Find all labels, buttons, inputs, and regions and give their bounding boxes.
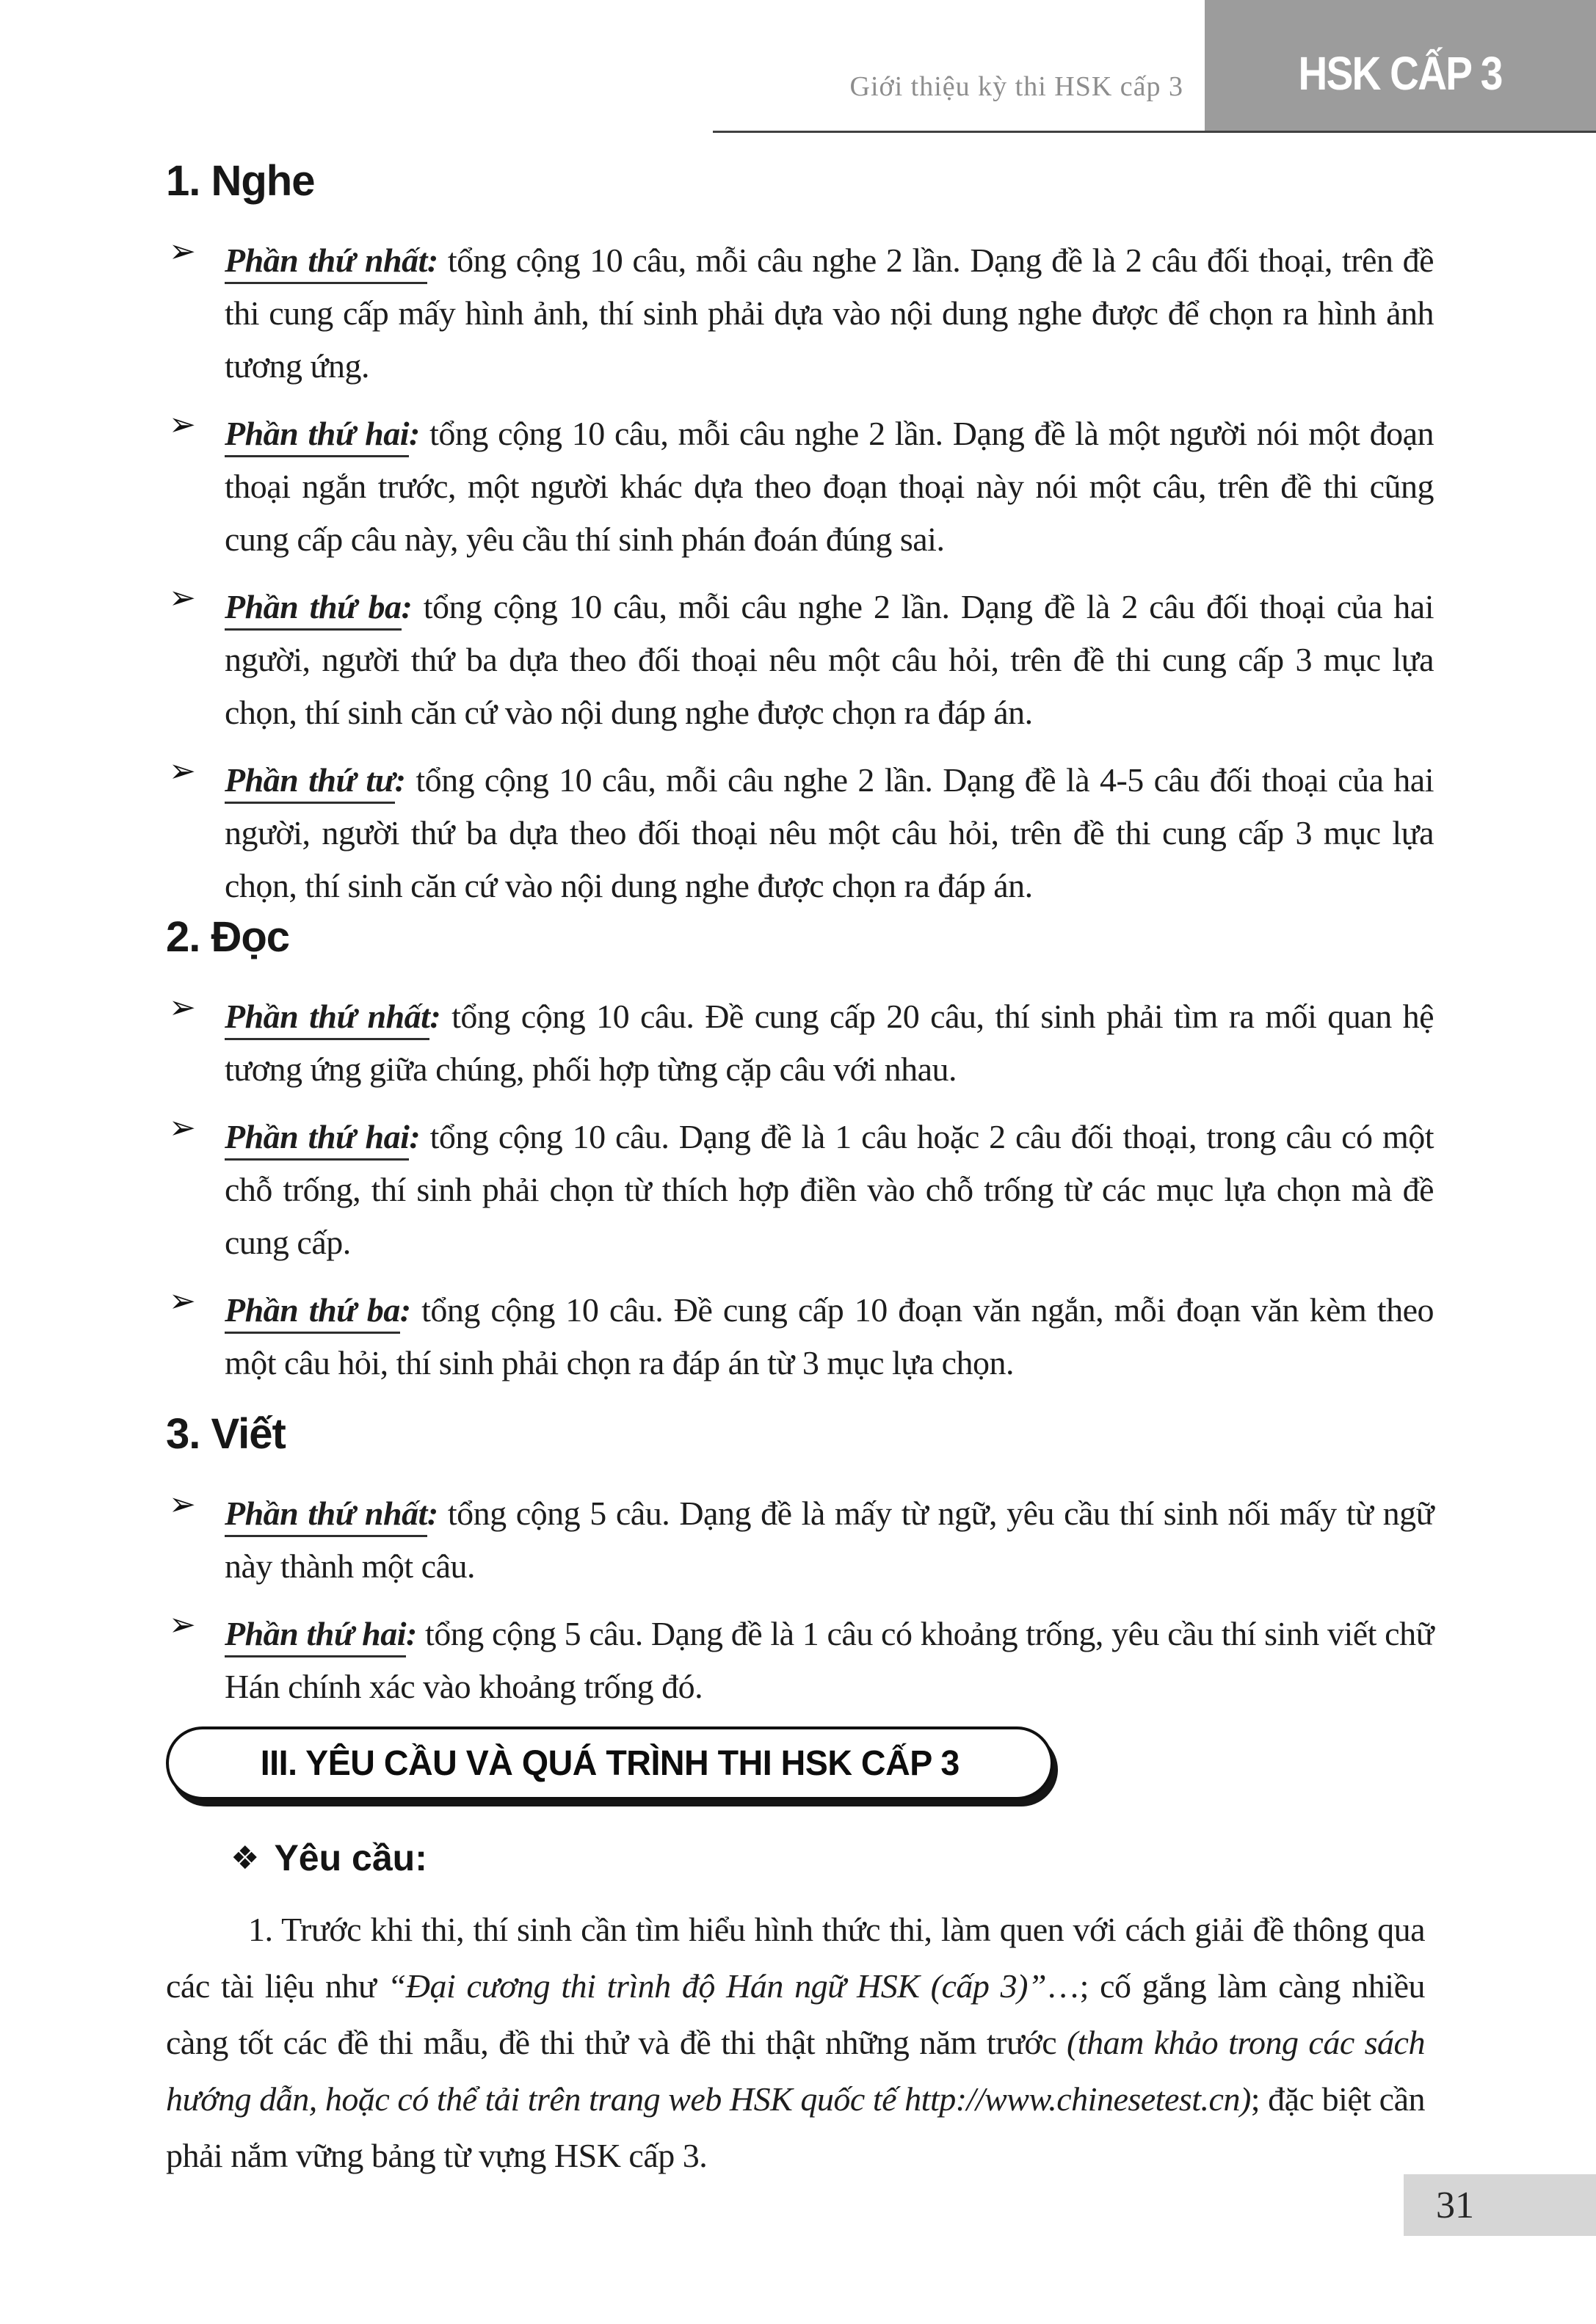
list-item — [166, 1284, 1434, 1390]
bullet-label-colon: : — [409, 1117, 421, 1155]
list-item — [166, 990, 1434, 1096]
bullet-label: Phần thứ hai — [225, 415, 409, 457]
bullet-label: Phần thứ ba — [225, 1291, 400, 1334]
bullet-label-colon: : — [405, 1614, 417, 1652]
list-item — [166, 407, 1434, 566]
bullet-text: tổng cộng 10 câu. Dạng đề là 1 câu hoặc 2 câu đối thoại, trong câu có một chỗ trống, thí sinh phải chọn từ thích hợp điền vào chỗ trống từ các mục lựa chọn mà đề cung cấp. — [225, 1117, 1434, 1261]
list-item — [166, 754, 1434, 912]
section-viet — [166, 1411, 1434, 1713]
arrow-bullet-icon: ➢ — [169, 232, 196, 270]
section-nghe — [166, 158, 1434, 912]
section-heading: 2. Đọc — [166, 913, 290, 961]
bullet-label: Phần thứ nhất — [225, 998, 429, 1040]
bullet-text: tổng cộng 5 câu. Dạng đề là 1 câu có khoảng trống, yêu cầu thí sinh viết chữ Hán chính xác vào khoảng trống đó. — [225, 1614, 1434, 1705]
bullet-text: tổng cộng 10 câu. Đề cung cấp 10 đoạn văn ngắn, mỗi đoạn văn kèm theo một câu hỏi, thí sinh phải chọn ra đáp án từ 3 mục lựa chọn. — [225, 1290, 1434, 1381]
list-item — [166, 234, 1434, 393]
list-item — [166, 1487, 1434, 1593]
subheading-label: Yêu cầu: — [274, 1837, 427, 1878]
bullet-list — [166, 234, 1434, 912]
arrow-bullet-icon: ➢ — [169, 1108, 196, 1147]
paragraph-segment: ; đặc biệt cần phải nắm vững bảng từ vựng HSK cấp 3. — [166, 2080, 1425, 2174]
body-paragraph — [166, 1901, 1425, 2184]
bullet-label-colon: : — [427, 241, 438, 279]
arrow-bullet-icon: ➢ — [169, 1605, 196, 1644]
running-title: Giới thiệu kỳ thi HSK cấp 3 — [849, 71, 1183, 102]
bullet-text: tổng cộng 5 câu. Dạng đề là mấy từ ngữ, yêu cầu thí sinh nối mấy từ ngữ này thành một câu. — [225, 1494, 1434, 1585]
section-banner — [166, 1726, 1053, 1800]
diamond-bullet-icon: ❖ — [231, 1839, 260, 1877]
list-item — [166, 1108, 1434, 1269]
page-number-box — [1404, 2174, 1596, 2236]
bullet-text: tổng cộng 10 câu, mỗi câu nghe 2 lần. Dạng đề là 2 câu đối thoại của hai người, người thứ ba dựa theo đối thoại nêu một câu hỏi, trên đề thi cung cấp 3 mục lựa chọn, thí sinh căn cứ vào nội dung nghe được chọn ra đáp án. — [225, 587, 1434, 731]
list-item — [166, 1605, 1434, 1713]
header-rule — [713, 131, 1596, 133]
bullet-list — [166, 990, 1434, 1390]
bullet-label-colon: : — [429, 997, 441, 1035]
arrow-bullet-icon: ➢ — [169, 988, 196, 1026]
arrow-bullet-icon: ➢ — [169, 578, 196, 617]
chapter-badge-label: HSK CẤP 3 — [1298, 47, 1503, 100]
section-heading: 3. Viết — [166, 1410, 286, 1458]
section-heading: 1. Nghe — [166, 157, 315, 205]
bullet-text: tổng cộng 10 câu, mỗi câu nghe 2 lần. Dạng đề là 4-5 câu đối thoại của hai người, người thứ ba dựa theo đối thoại nêu một câu hỏi, trên đề thi cung cấp 3 mục lựa chọn, thí sinh căn cứ vào nội dung nghe được chọn ra đáp án. — [225, 760, 1434, 904]
arrow-bullet-icon: ➢ — [169, 405, 196, 443]
subheading-yeu-cau — [231, 1837, 427, 1879]
arrow-bullet-icon: ➢ — [169, 1485, 196, 1523]
bullet-label: Phần thứ hai — [225, 1118, 409, 1161]
bullet-text: tổng cộng 10 câu, mỗi câu nghe 2 lần. Dạng đề là một người nói một đoạn thoại ngắn trước, một người khác dựa theo đoạn thoại này nói một câu, trên đề thi cũng cung cấp câu này, yêu cầu thí sinh phán đoán đúng sai. — [225, 414, 1434, 558]
bullet-label: Phần thứ nhất — [225, 242, 427, 284]
arrow-bullet-icon: ➢ — [169, 752, 196, 790]
bullet-text: tổng cộng 10 câu. Đề cung cấp 20 câu, thí sinh phải tìm ra mối quan hệ tương ứng giữa chúng, phối hợp từng cặp câu với nhau. — [225, 997, 1434, 1088]
paragraph-segment-italic: “Đại cương thi trình độ Hán ngữ HSK (cấp 3)” — [387, 1967, 1047, 2005]
bullet-label: Phần thứ nhất — [225, 1495, 427, 1537]
bullet-label-colon: : — [409, 414, 420, 452]
bullet-label-colon: : — [394, 760, 406, 799]
bullet-label-colon: : — [401, 587, 413, 625]
bullet-label-colon: : — [399, 1290, 411, 1329]
section-doc — [166, 914, 1434, 1390]
bullet-list — [166, 1487, 1434, 1713]
bullet-label: Phần thứ tư — [225, 761, 395, 804]
chapter-badge — [1205, 0, 1596, 131]
arrow-bullet-icon: ➢ — [169, 1282, 196, 1320]
paragraph-segment: …; cố gắng làm càng nhiều càng tốt các đề thi mẫu, đề thi thử và đề thi thật những năm trước — [166, 1967, 1425, 2061]
section-banner-title: III. YÊU CẦU VÀ QUÁ TRÌNH THI HSK CẤP 3 — [260, 1743, 960, 1783]
page-number: 31 — [1436, 2184, 1474, 2226]
bullet-label: Phần thứ hai — [225, 1615, 406, 1657]
list-item — [166, 578, 1434, 739]
paragraph-segment-italic: (tham khảo trong các sách hướng dẫn, hoặc có thể tải trên trang web HSK quốc tế http://www.chinesetest.cn) — [166, 2024, 1425, 2118]
bullet-text: tổng cộng 10 câu, mỗi câu nghe 2 lần. Dạng đề là 2 câu đối thoại, trên đề thi cung cấp mấy hình ảnh, thí sinh phải dựa vào nội dung nghe được để chọn ra hình ảnh tương ứng. — [225, 241, 1434, 385]
bullet-label: Phần thứ ba — [225, 588, 402, 631]
paragraph-segment: 1. Trước khi thi, thí sinh cần tìm hiểu hình thức thi, làm quen với cách giải đề thông qua các tài liệu như — [166, 1911, 1425, 2005]
bullet-label-colon: : — [427, 1494, 438, 1532]
